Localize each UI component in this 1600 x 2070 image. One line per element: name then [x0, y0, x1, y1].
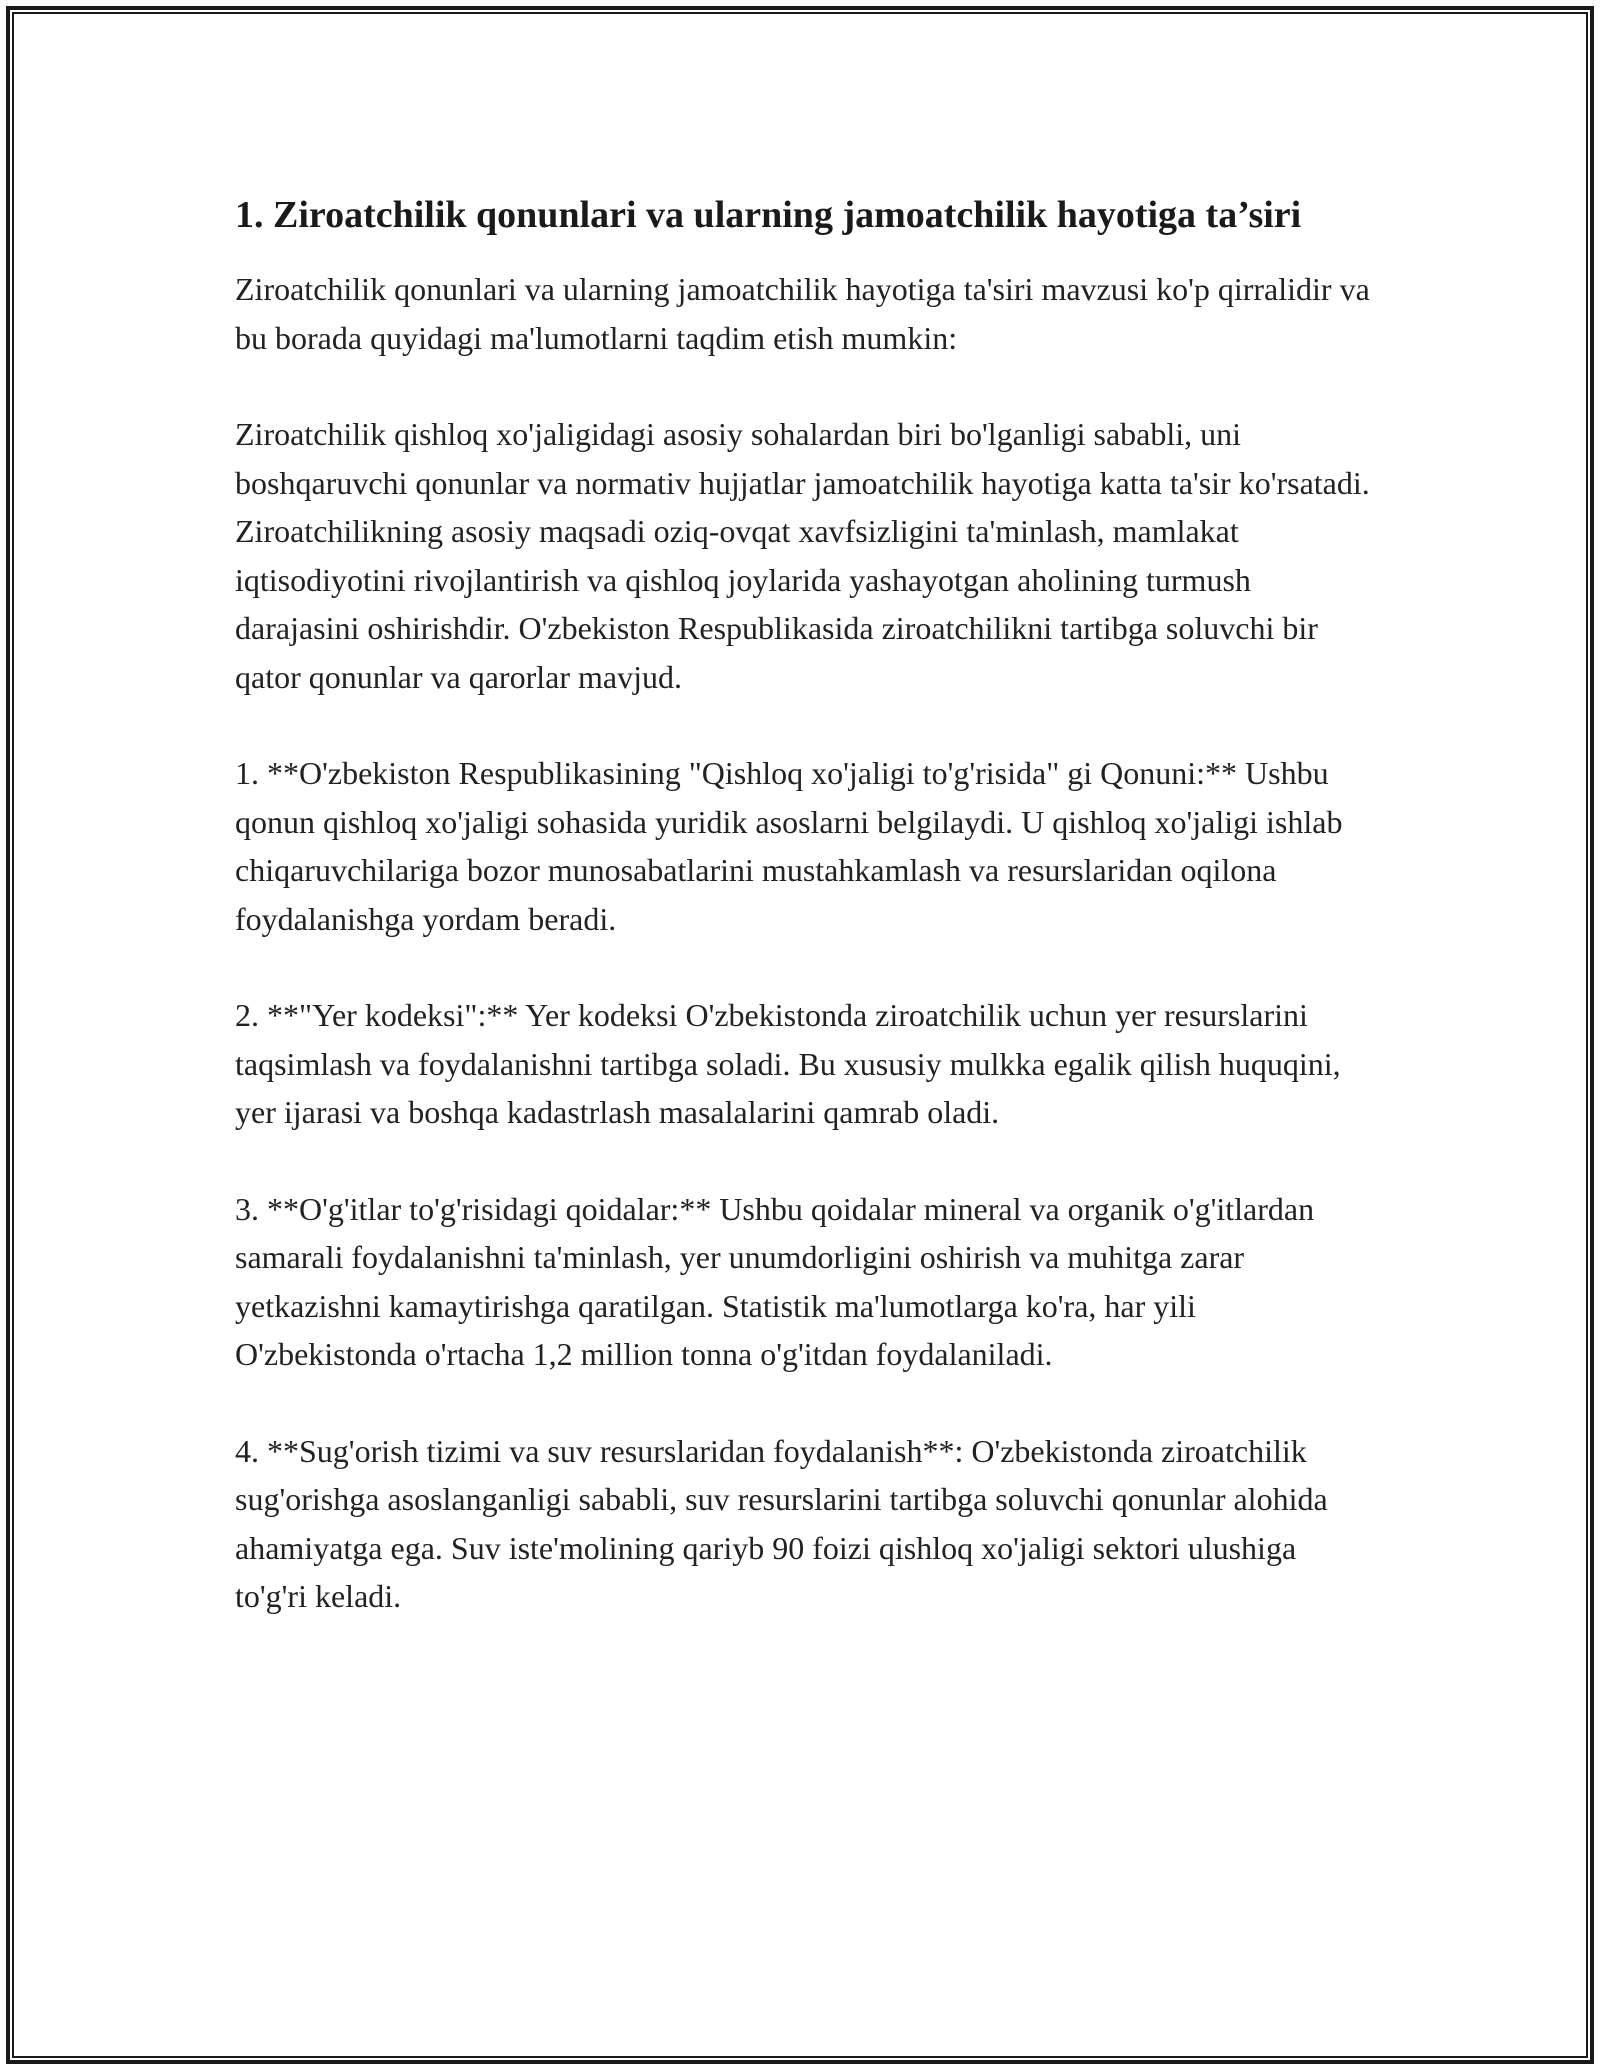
paragraph-item-2: 2. **"Yer kodeksi":** Yer kodeksi O'zbekistonda ziroatchilik uchun yer resurslarini taqsimlash va foydalanishni tartibga soladi. Bu xususiy mulkka egalik qilish huquqini, yer ijarasi va boshqa kadastrlash masalalarini qamrab oladi.	[235, 997, 1341, 1130]
paragraph-intro: Ziroatchilik qonunlari va ularning jamoatchilik hayotiga ta'siri mavzusi ko'p qirralidir va bu borada quyidagi ma'lumotlarni taqdim etish mumkin:	[235, 271, 1370, 356]
paragraph-item-4: 4. **Sug'orish tizimi va suv resurslaridan foydalanish**: O'zbekistonda ziroatchilik sug'orishga asoslanganligi sababli, suv resurslarini tartibga soluvchi qonunlar alohida ahamiyatga ega. Suv iste'molining qariyb 90 foizi qishloq xo'jaligi sektori ulushiga to'g'ri keladi.	[235, 1432, 1328, 1614]
paragraph-item-1: 1. **O'zbekiston Respublikasining "Qishloq xo'jaligi to'g'risida" gi Qonuni:** Ushbu qonun qishloq xo'jaligi sohasida yuridik asoslarni belgilaydi. U qishloq xo'jaligi ishlab chiqaruvchilariga bozor munosabatlarini mustahkamlash va resurslaridan oqilona foydalanishga yordam beradi.	[235, 755, 1343, 937]
document-title: 1. Ziroatchilik qonunlari va ularning jamoatchilik hayotiga ta’siri	[235, 194, 1302, 236]
document-body	[235, 188, 1375, 1669]
paragraph-overview: Ziroatchilik qishloq xo'jaligidagi asosiy sohalardan biri bo'lganligi sababli, uni boshqaruvchi qonunlar va normativ hujjatlar jamoatchilik hayotiga katta ta'sir ko'rsatadi. Ziroatchilikning asosiy maqsadi oziq-ovqat xavfsizligini ta'minlash, mamlakat iqtisodiyotini rivojlantirish va qishloq joylarida yashayotgan aholining turmush darajasini oshirishdir. O'zbekiston Respublikasida ziroatchilikni tartibga soluvchi bir qator qonunlar va qarorlar mavjud.	[235, 416, 1370, 695]
paragraph-item-3: 3. **O'g'itlar to'g'risidagi qoidalar:** Ushbu qoidalar mineral va organik o'g'itlardan samarali foydalanishni ta'minlash, yer unumdorligini oshirish va muhitga zarar yetkazishni kamaytirishga qaratilgan. Statistik ma'lumotlarga ko'ra, har yili O'zbekistonda o'rtacha 1,2 million tonna o'g'itdan foydalaniladi.	[235, 1190, 1315, 1372]
